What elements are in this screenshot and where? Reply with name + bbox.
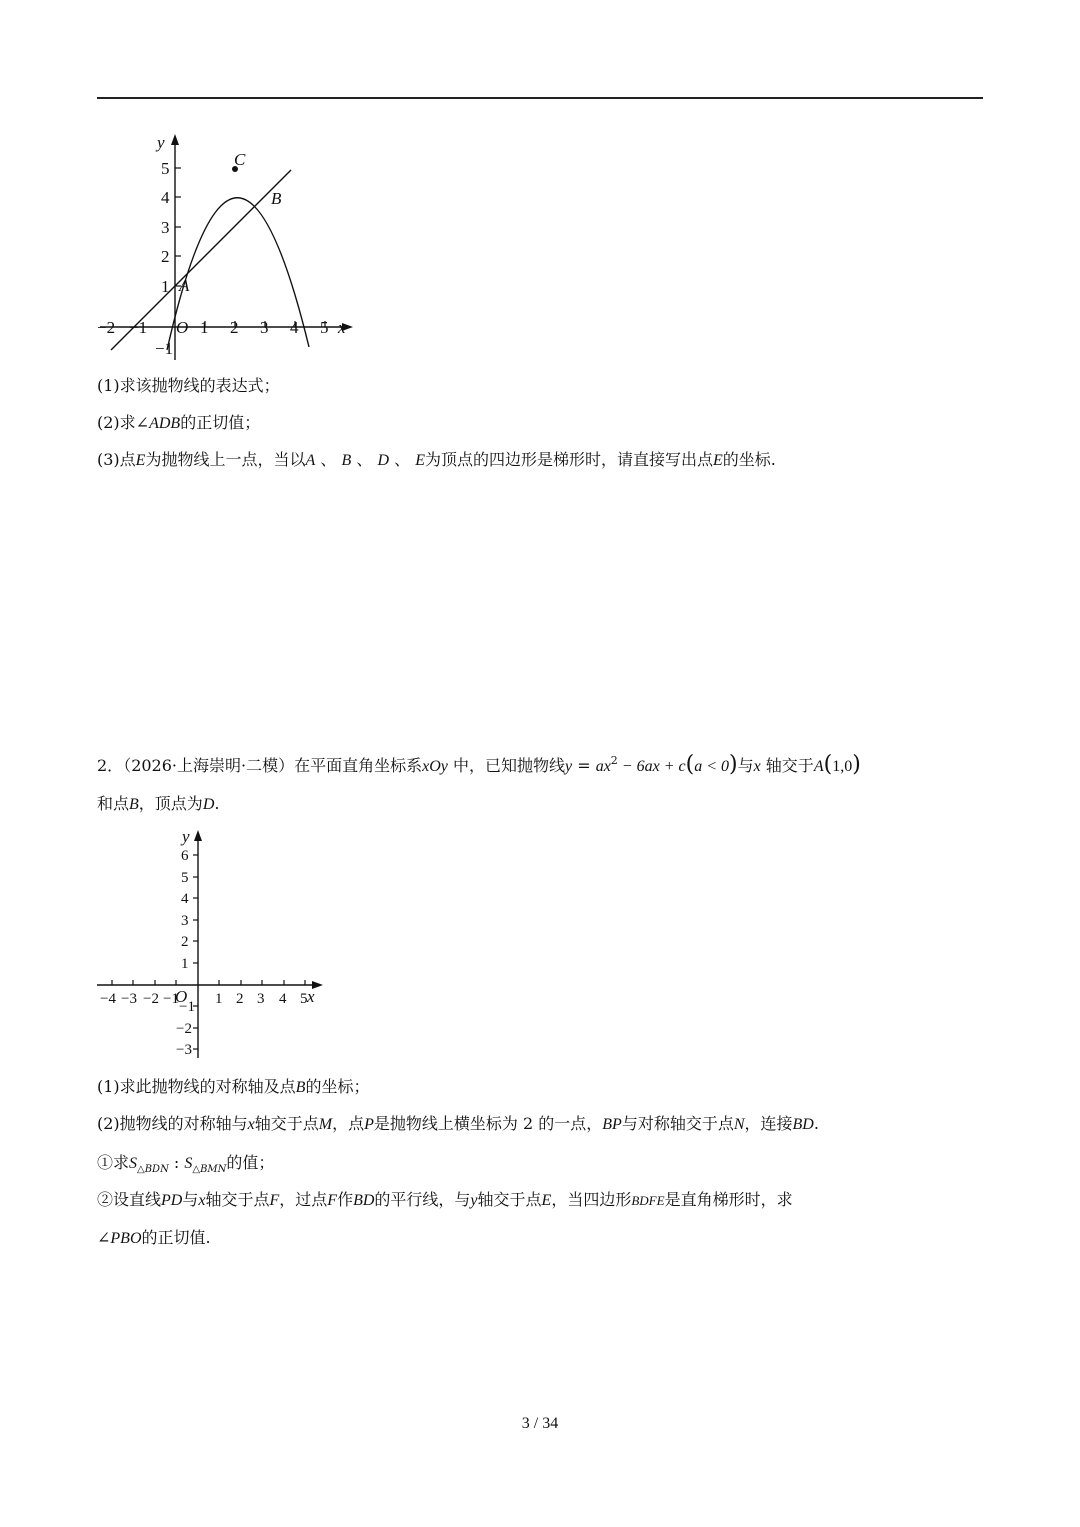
fig2-y-tick: 4 — [181, 891, 189, 907]
fig1-x-tick: 1 — [200, 318, 209, 337]
fig2-y-tick: 2 — [181, 934, 189, 950]
fig1-y-tick: 2 — [161, 247, 170, 266]
fig2-x-tick: 1 — [215, 991, 223, 1007]
problem1-question-2: (2)求∠ADB的正切值； — [97, 413, 261, 432]
fig1-y-arrow — [171, 134, 179, 145]
fig2-x-tick: 2 — [236, 991, 244, 1007]
problem1-question-3: (3)点E为抛物线上一点，当以A 、 B 、 D 、 E为顶点的四边形是梯形时，请直接写出点E的坐标. — [97, 450, 776, 469]
fig2-y-tick: 3 — [181, 913, 189, 929]
fig1-y-neg-tick: −1 — [155, 339, 174, 358]
fig2-x-tick: 3 — [257, 991, 265, 1007]
fig2-y-tick: 6 — [181, 848, 189, 864]
fig1-y-tick: 3 — [161, 218, 170, 237]
fig2-x-tick: −4 — [100, 991, 116, 1007]
fig1-y-label: y — [157, 133, 165, 152]
problem2-subquestion-2: ②设直线PD与x轴交于点F，过点F作BD的平行线，与y轴交于点E，当四边形BDFE是直角梯形时，求 — [97, 1190, 793, 1209]
fig1-x-tick: 2 — [230, 318, 239, 337]
figure-2-blank-coordinate-grid — [95, 826, 335, 1066]
problem1-question-1: (1)求该抛物线的表达式； — [97, 376, 280, 395]
fig2-y-arrow — [194, 830, 202, 841]
page-number: 3 / 34 — [521, 1415, 559, 1432]
fig1-y-tick: 1 — [161, 277, 170, 296]
fig1-x-tick: 4 — [290, 318, 299, 337]
fig2-y-tick: −1 — [179, 999, 195, 1015]
fig2-y-tick: 1 — [181, 956, 189, 972]
problem2-subquestion-2-cont: ∠PBO的正切值. — [97, 1228, 211, 1247]
fig2-x-tick: −1 — [163, 991, 179, 1007]
fig2-y-tick: −3 — [176, 1042, 192, 1058]
fig1-origin-label: O — [176, 318, 189, 337]
fig1-x-label: x — [338, 318, 346, 337]
problem2-question-2: (2)抛物线的对称轴与x轴交于点M，点P是抛物线上横坐标为 2 的一点，BP与对称轴交于点N，连接BD. — [97, 1114, 819, 1133]
fig1-point-a-label: A — [179, 276, 190, 295]
fig1-x-tick: 5 — [320, 318, 329, 337]
fig1-y-tick: 4 — [161, 188, 170, 207]
header-rule — [97, 97, 983, 99]
figure-1-parabola-graph — [95, 128, 365, 363]
fig2-x-tick: 5 — [300, 991, 308, 1007]
fig2-y-tick: −2 — [176, 1021, 192, 1037]
fig2-x-tick: 4 — [279, 991, 287, 1007]
fig1-point-c-label: C — [234, 150, 246, 169]
fig2-origin-label: O — [175, 987, 188, 1006]
fig1-point-b-label: B — [271, 189, 282, 208]
fig2-y-label: y — [182, 827, 190, 846]
fig1-x-tick: −1 — [129, 318, 148, 337]
fig2-y-tick: 5 — [181, 870, 189, 886]
fig1-y-tick: 5 — [161, 159, 170, 178]
problem2-statement-line1: 2．（2026·上海崇明·二模）在平面直角坐标系xOy 中，已知抛物线$y = ax^2 - 6ax + c(a < 0)$与x 轴交于A(1,0) — [97, 752, 861, 777]
fig2-x-tick: −3 — [121, 991, 137, 1007]
problem2-question-1: (1)求此抛物线的对称轴及点B的坐标； — [97, 1077, 370, 1096]
problem2-subquestion-1: ①求$S_{\triangle BDN}$ : $S_{\triangle BMN}$的值； — [97, 1153, 275, 1175]
fig2-x-tick: −2 — [143, 991, 159, 1007]
fig1-x-tick: −2 — [97, 318, 116, 337]
fig2-x-label: x — [307, 987, 315, 1006]
problem2-statement-line2: 和点B，顶点为D. — [97, 794, 220, 813]
fig1-x-tick: 3 — [260, 318, 269, 337]
